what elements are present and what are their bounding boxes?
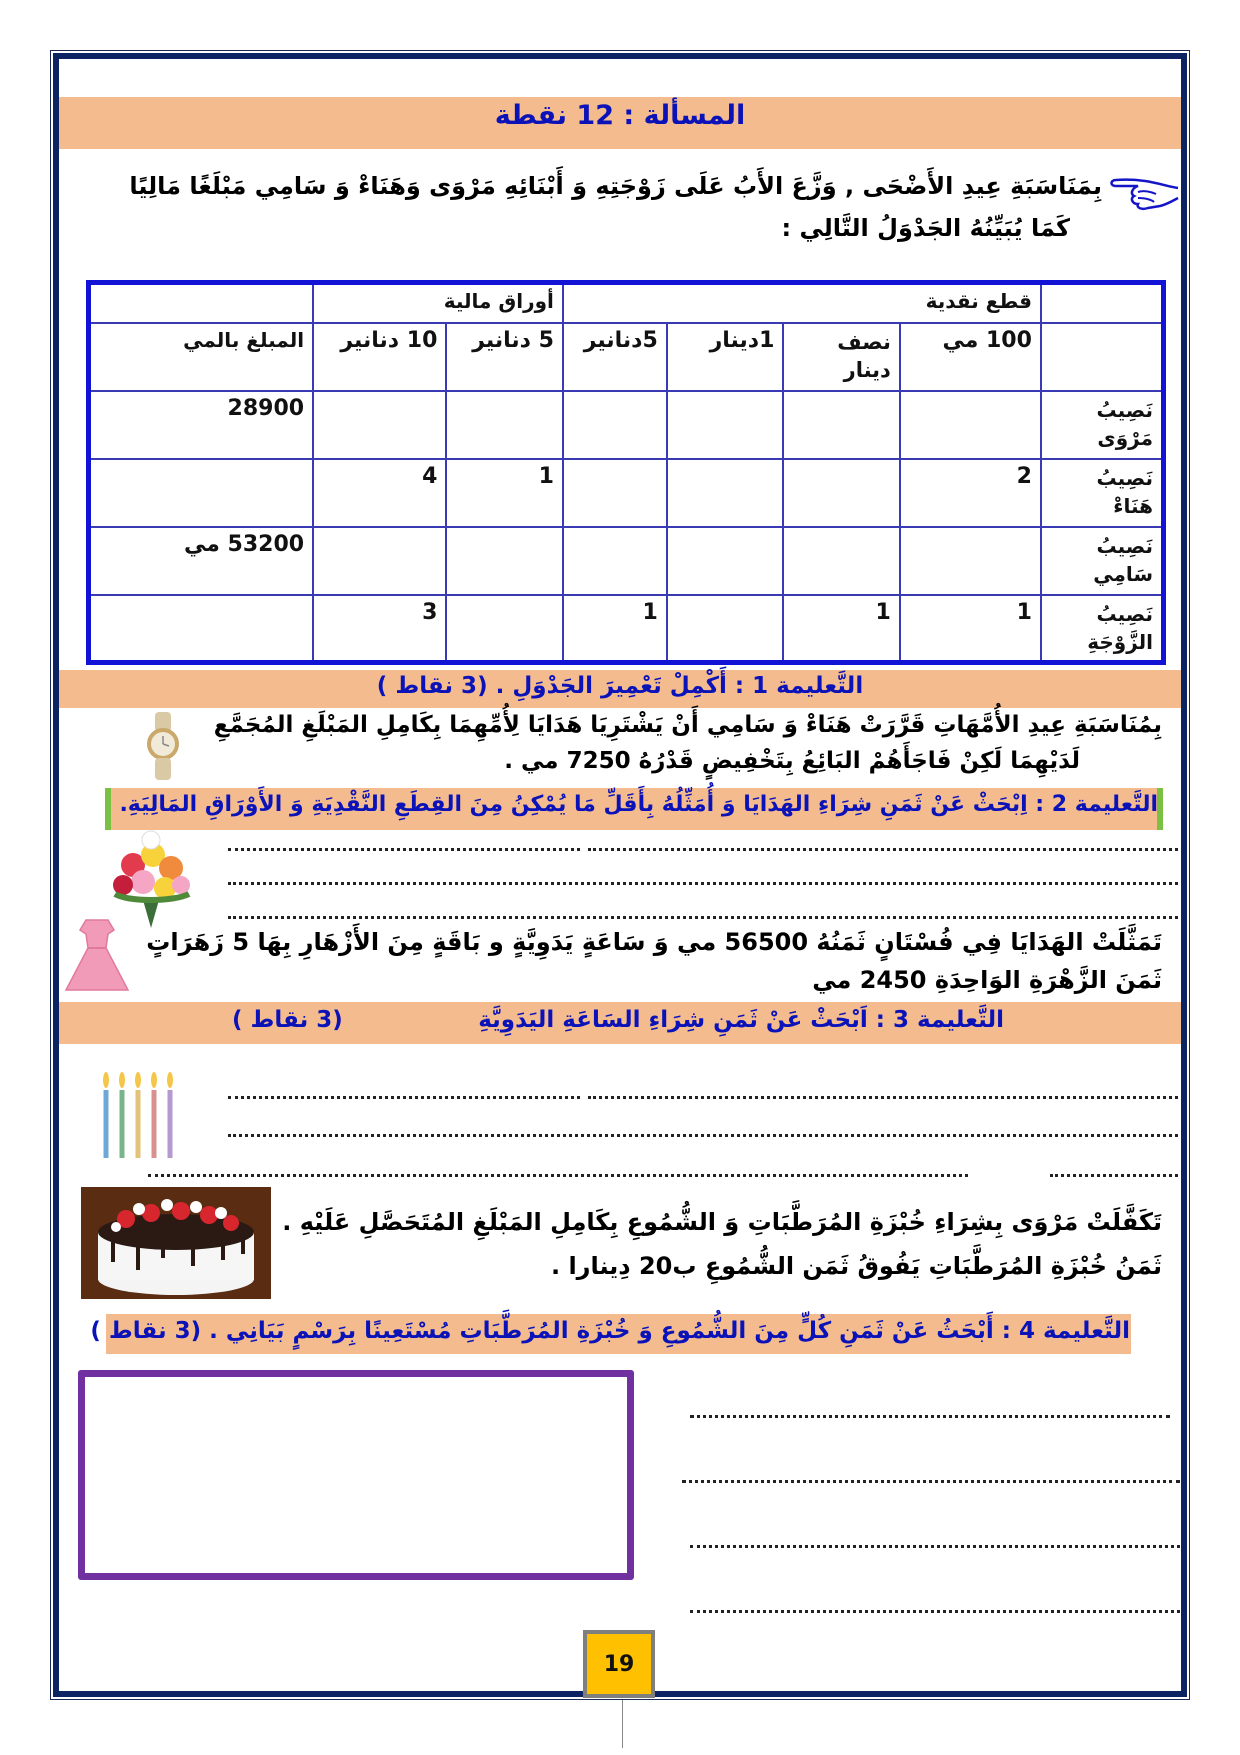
row-label-line: نَصِيبُ	[1096, 533, 1153, 558]
row-label-line: سَامِي	[1093, 561, 1153, 586]
table-cell[interactable]	[563, 391, 667, 459]
answer-line[interactable]	[228, 916, 1178, 919]
paragraph3-line-1: تَمَثَّلَتْ الهَدَايَا فِي فُسْتَانٍ ثَمَنُهُ 56500 مي وَ سَاعَةٍ يَدَوِيَّةٍ و بَاقَةٍ مِنَ الأَزْهَارِ بِهَا 5 زَهَرَاتٍ	[146, 928, 1162, 956]
table-cell[interactable]	[900, 527, 1041, 595]
intro-line-1: بِمَنَاسَبَةِ عِيدِ الأَضْحَى , وَزَّعَ الأَبُ عَلَى زَوْجَتِهِ وَ أَبْنَائِهِ مَرْوَى وَهَنَاءْ وَ سَامِي مَبْلَغًا مَالِيًا	[129, 172, 1102, 200]
table-group-header-row	[89, 283, 1164, 323]
row-label-line: نَصِيبُ	[1096, 397, 1153, 422]
answer-line[interactable]	[228, 848, 580, 851]
column-header: 1دينار	[667, 323, 784, 391]
problem-title: المسألة : 12 نقطة	[494, 100, 746, 131]
row-label	[1041, 459, 1164, 527]
answer-line[interactable]	[228, 882, 1178, 885]
table-column-header-row	[89, 323, 1164, 391]
pointing-hand-icon	[1108, 172, 1180, 212]
table-cell[interactable]: 4	[313, 459, 446, 527]
paragraph3-line-2: ثَمَنَ الزَّهْرَةِ الوَاحِدَةِ 2450 مي	[812, 966, 1162, 994]
table-cell[interactable]: 1	[900, 595, 1041, 663]
table-cell[interactable]	[783, 459, 899, 527]
instruction3-text: التَّعليمة 3 : اَبْحَثْ عَنْ ثَمَنِ شِرَاءِ السَاعَةِ اليَدَوِيَّةِ	[478, 1007, 1004, 1033]
money-table	[86, 280, 1166, 665]
answer-line[interactable]	[228, 1134, 1178, 1137]
table-cell[interactable]	[783, 527, 899, 595]
dress-icon	[62, 918, 132, 992]
instruction2-marker-left	[105, 788, 111, 830]
table-cell[interactable]	[89, 459, 314, 527]
answer-line[interactable]	[690, 1545, 1180, 1548]
cake-icon	[81, 1187, 271, 1299]
row-label	[1041, 391, 1164, 459]
paragraph4-line-2: ثَمَنُ خُبْزَةِ المُرَطَّبَاتِ يَفُوقُ ثَمَن الشُّمُوعِ ب20 دِينارا .	[550, 1252, 1162, 1280]
table-cell[interactable]	[667, 391, 784, 459]
table-cell[interactable]	[313, 391, 446, 459]
instruction2-text: التَّعليمة 2 : اِبْحَثْ عَنْ ثَمَنِ شِرَاءِ الهَدَايَا وَ أُمَثِّلُهُ بِأَقَلِّ مَا يُمْكِنُ مِنَ القِطَعِ النَّقْدِيَةِ وَ الأَوْرَاقِ المَالِيَةِ.	[119, 792, 1158, 817]
table-cell[interactable]: 3	[313, 595, 446, 663]
footer-line	[622, 1700, 623, 1748]
answer-line[interactable]	[588, 848, 1178, 851]
answer-line[interactable]	[148, 1174, 968, 1177]
answer-line[interactable]	[690, 1610, 1180, 1613]
paragraph2-line-2: لَدَيْهِمَا لَكِنْ فَاجَأَهُمْ البَائِعُ بِتَخْفِيضٍ قَدْرُهُ 7250 مي .	[504, 748, 1080, 774]
answer-line[interactable]	[228, 1096, 580, 1099]
column-header: نصف دينار	[783, 323, 899, 391]
row-label-line: هَنَاءْ	[1113, 493, 1153, 518]
table-row	[89, 595, 1164, 663]
column-header: 10 دنانير	[313, 323, 446, 391]
table-cell[interactable]	[667, 595, 784, 663]
table-row	[89, 459, 1164, 527]
column-header: المبلغ بالمي	[89, 323, 314, 391]
row-label	[1041, 527, 1164, 595]
row-label-line: نَصِيبُ	[1096, 601, 1153, 626]
answer-line[interactable]	[588, 1096, 1178, 1099]
table-cell[interactable]	[667, 459, 784, 527]
column-header	[1041, 323, 1164, 391]
instruction1-text: التَّعليمة 1 : أَكْمِلْ تَعْمِيرَ الجَدْوَلِ . (3 نقاط )	[376, 673, 864, 699]
table-cell[interactable]: 2	[900, 459, 1041, 527]
paragraph4-line-1: تَكَفَّلَتْ مَرْوَى بِشِرَاءِ خُبْزَةِ المُرَطَّبَاتِ وَ الشُّمُوعِ بِكَامِلِ المَبْلَغِ المُتَحَصَّلِ عَلَيْهِ .	[282, 1208, 1162, 1236]
table-cell[interactable]	[446, 391, 563, 459]
table-cell[interactable]	[89, 595, 314, 663]
row-label-line: الزَّوْجَةِ	[1087, 629, 1153, 654]
answer-line[interactable]	[1050, 1174, 1178, 1177]
column-header: 5دنانير	[563, 323, 667, 391]
candles-icon	[100, 1068, 180, 1160]
table-cell[interactable]	[667, 527, 784, 595]
table-header-empty	[1041, 283, 1164, 323]
chart-drawing-area[interactable]	[78, 1370, 634, 1580]
group-header-notes: أوراق مالية	[313, 283, 563, 323]
instruction4-text: التَّعليمة 4 : أَبْحَثُ عَنْ ثَمَنِ كُلٍّ مِنَ الشُّمُوعِ وَ خُبْزَةِ المُرَطَّبَاتِ مُسْتَعِينًا بِرَسْمٍ بَيَانِي . (3 نقاط )	[90, 1318, 1130, 1344]
table-header-empty	[89, 283, 314, 323]
intro-line-2: كَمَا يُبَيِّنُهُ الجَدْوَلُ التَّالِي :	[781, 214, 1070, 242]
table-cell[interactable]	[446, 595, 563, 663]
table-row	[89, 527, 1164, 595]
table-cell[interactable]: 28900	[89, 391, 314, 459]
answer-line[interactable]	[690, 1415, 1170, 1418]
answer-line[interactable]	[682, 1480, 1180, 1483]
row-label-line: مَرْوَى	[1097, 425, 1153, 450]
page-number: 19	[583, 1630, 655, 1698]
table-cell[interactable]	[900, 391, 1041, 459]
table-cell[interactable]: 1	[446, 459, 563, 527]
group-header-coins: قطع نقدية	[563, 283, 1041, 323]
paragraph2-line-1: بِمُنَاسَبَةِ عِيدِ الأُمَّهَاتِ قَرَّرَتْ هَنَاءْ وَ سَامِي أَنْ يَشْتَرِيَا هَدَايَا لِأُمِّهِمَا بِكَامِلِ المَبْلَغِ المُجَمَّعِ	[213, 712, 1162, 738]
table-cell[interactable]	[783, 391, 899, 459]
table-cell[interactable]	[313, 527, 446, 595]
row-label-line: نَصِيبُ	[1096, 465, 1153, 490]
table-row	[89, 391, 1164, 459]
column-header: 5 دنانير	[446, 323, 563, 391]
flowers-icon	[103, 830, 199, 930]
table-cell[interactable]	[563, 527, 667, 595]
column-header: 100 مي	[900, 323, 1041, 391]
table-cell[interactable]	[446, 527, 563, 595]
row-label	[1041, 595, 1164, 663]
table-cell[interactable]: 1	[783, 595, 899, 663]
table-cell[interactable]: 53200 مي	[89, 527, 314, 595]
instruction3-points: (3 نقاط )	[232, 1007, 343, 1033]
watch-icon	[135, 712, 191, 782]
table-cell[interactable]: 1	[563, 595, 667, 663]
table-cell[interactable]	[563, 459, 667, 527]
